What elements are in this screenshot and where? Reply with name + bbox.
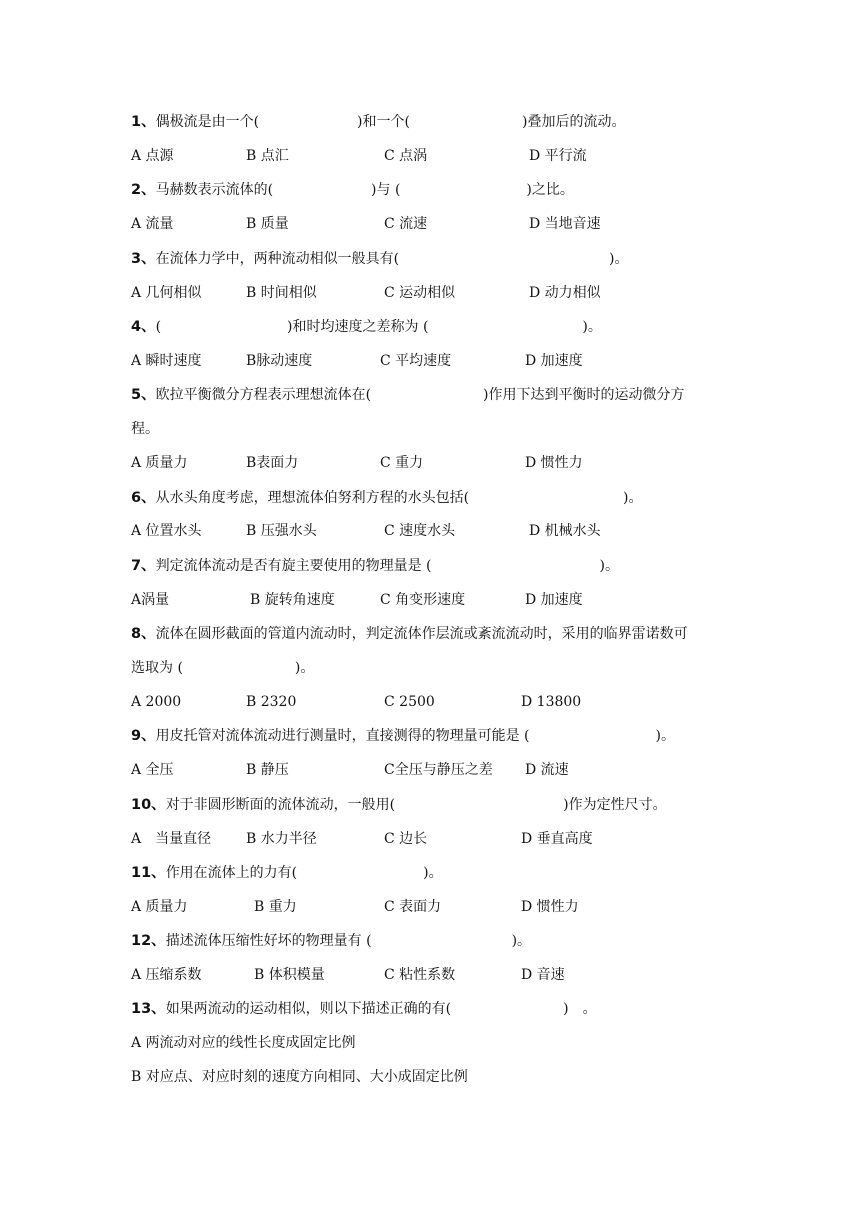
option-c: C 速度水头 xyxy=(384,523,456,539)
option-b: B 压强水头 xyxy=(246,523,317,539)
question-text: 描述流体压缩性好坏的物理量有 ( )。 xyxy=(165,933,532,949)
question-number: 8、 xyxy=(131,626,156,642)
option-c: C 流速 xyxy=(384,216,428,232)
option-c: C 点涡 xyxy=(384,148,428,164)
option-d: D 流速 xyxy=(525,762,569,778)
option-c: C 运动相似 xyxy=(384,285,456,301)
question-text: 判定流体流动是否有旋主要使用的物理量是 ( )。 xyxy=(155,558,619,574)
question-10 xyxy=(131,793,667,817)
question-text: 欧拉平衡微分方程表示理想流体在( )作用下达到平衡时的运动微分方 xyxy=(155,387,685,403)
question-text: 用皮托管对流体流动进行测量时，直接测得的物理量可能是 ( )。 xyxy=(155,728,675,744)
question-8 xyxy=(131,622,688,646)
option-c: C 2500 xyxy=(384,694,435,710)
option-a: A 质量力 xyxy=(131,899,188,915)
question-text: 对于非圆形断面的流体流动，一般用( )作为定性尺寸。 xyxy=(165,797,667,813)
question-number: 13、 xyxy=(131,1001,166,1017)
question-number: 6、 xyxy=(131,490,156,506)
question-13 xyxy=(131,997,597,1021)
option-d: D 惯性力 xyxy=(525,455,583,471)
option-a: A 位置水头 xyxy=(131,523,202,539)
option-d: D 当地音速 xyxy=(529,216,601,232)
option-b: B 时间相似 xyxy=(246,285,317,301)
question-text: 作用在流体上的力有( )。 xyxy=(165,865,443,881)
question-8-continuation: 选取为 ( )。 xyxy=(131,660,315,676)
option-c: C全压与静压之差 xyxy=(384,762,493,778)
option-b: B表面力 xyxy=(246,455,299,471)
option-d: D 机械水头 xyxy=(529,523,601,539)
option-d: D 平行流 xyxy=(529,148,587,164)
question-number: 2、 xyxy=(131,182,156,198)
option-a: A 点源 xyxy=(131,148,174,164)
option-a: A 流量 xyxy=(131,216,174,232)
option-b: B 旋转角速度 xyxy=(250,592,335,608)
option-d: D 惯性力 xyxy=(521,899,579,915)
question-3 xyxy=(131,247,629,271)
question-number: 11、 xyxy=(131,865,166,881)
option-a: A 当量直径 xyxy=(131,831,212,847)
question-5-continuation: 程。 xyxy=(131,421,159,437)
option-b: B 质量 xyxy=(246,216,289,232)
question-number: 5、 xyxy=(131,387,156,403)
option-d: D 13800 xyxy=(521,694,582,710)
option-c: C 表面力 xyxy=(384,899,442,915)
question-text: 从水头角度考虑，理想流体伯努利方程的水头包括( )。 xyxy=(155,490,643,506)
question-number: 3、 xyxy=(131,251,156,267)
question-text: 马赫数表示流体的( )与 ( )之比。 xyxy=(155,182,574,198)
option-c: C 角变形速度 xyxy=(380,592,466,608)
option-c: C 边长 xyxy=(384,831,428,847)
option-b: B 点汇 xyxy=(246,148,289,164)
option-a: A 2000 xyxy=(131,694,182,710)
option-b: B 重力 xyxy=(254,899,297,915)
question-5 xyxy=(131,383,685,407)
question-number: 7、 xyxy=(131,558,156,574)
question-12 xyxy=(131,929,531,953)
option-a: A 质量力 xyxy=(131,455,188,471)
option-b: B脉动速度 xyxy=(246,353,313,369)
option-d: D 垂直高度 xyxy=(521,831,593,847)
option-c: C 重力 xyxy=(380,455,424,471)
option-c: C 平均速度 xyxy=(380,353,452,369)
option-b: B 2320 xyxy=(246,694,297,710)
question-11 xyxy=(131,861,443,885)
option-a: A 压缩系数 xyxy=(131,967,202,983)
option-d: D 动力相似 xyxy=(529,285,601,301)
option-a: A 几何相似 xyxy=(131,285,202,301)
question-text: 在流体力学中，两种流动相似一般具有( )。 xyxy=(155,251,629,267)
option-b: B 静压 xyxy=(246,762,289,778)
question-6 xyxy=(131,486,643,510)
option-c: C 粘性系数 xyxy=(384,967,456,983)
option-a: A 瞬时速度 xyxy=(131,353,202,369)
question-number: 12、 xyxy=(131,933,166,949)
question-number: 10、 xyxy=(131,797,166,813)
question-number: 4、 xyxy=(131,319,156,335)
question-1 xyxy=(131,110,625,134)
question-9 xyxy=(131,724,675,748)
option-d: D 加速度 xyxy=(525,353,583,369)
question-4 xyxy=(131,315,602,339)
question-7 xyxy=(131,554,619,578)
option-a: A 全压 xyxy=(131,762,174,778)
option-a: A涡量 xyxy=(131,592,170,608)
option-b-block: B 对应点、对应时刻的速度方向相同、大小成固定比例 xyxy=(131,1069,468,1085)
question-text: 流体在圆形截面的管道内流动时，判定流体作层流或紊流流动时，采用的临界雷诺数可 xyxy=(155,626,688,642)
option-d: D 音速 xyxy=(521,967,565,983)
question-number: 1、 xyxy=(131,114,156,130)
question-text: ( )和时均速度之差称为 ( )。 xyxy=(155,319,602,335)
question-number: 9、 xyxy=(131,728,156,744)
question-text: 偶极流是由一个( )和一个( )叠加后的流动。 xyxy=(155,114,626,130)
question-2 xyxy=(131,178,574,202)
option-a-block: A 两流动对应的线性长度成固定比例 xyxy=(131,1035,356,1051)
option-b: B 体积模量 xyxy=(254,967,325,983)
option-b: B 水力半径 xyxy=(246,831,317,847)
question-text: 如果两流动的运动相似，则以下描述正确的有( ) 。 xyxy=(165,1001,597,1017)
option-d: D 加速度 xyxy=(525,592,583,608)
